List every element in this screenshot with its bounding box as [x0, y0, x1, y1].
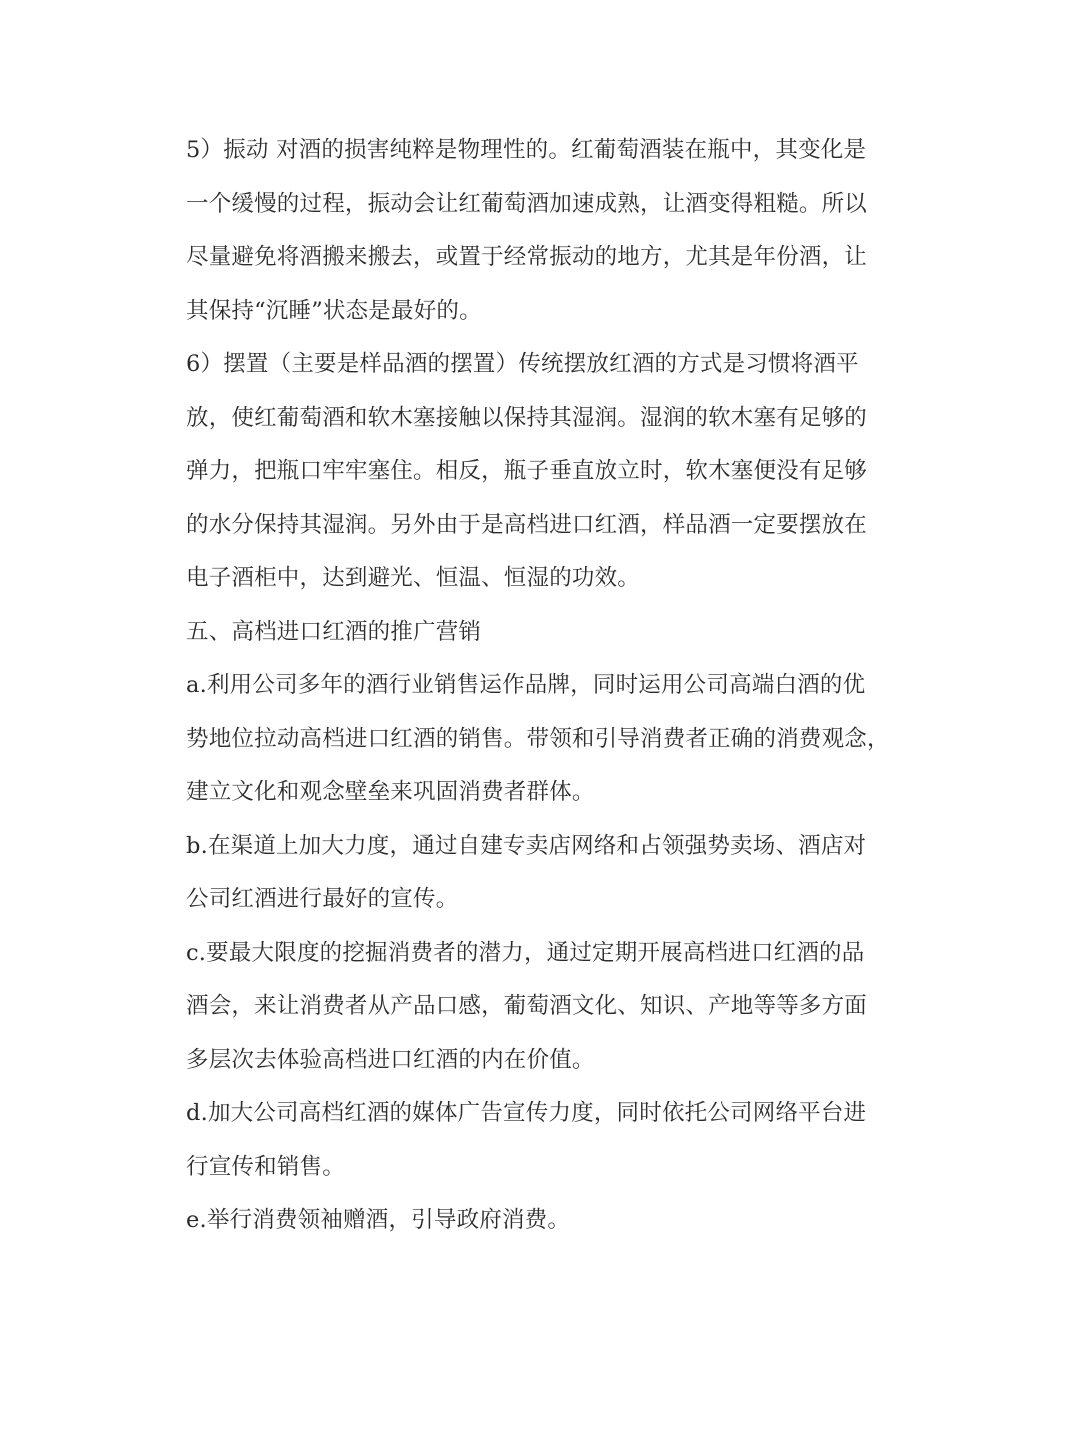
text-line: 建立文化和观念壁垒来巩固消费者群体。 — [186, 779, 595, 805]
text-line: 其保持“沉睡”状态是最好的。 — [186, 297, 482, 324]
text-line: 公司红酒进行最好的宣传。 — [186, 886, 459, 912]
text-line: 电子酒柜中，达到避光、恒温、恒湿的功效。 — [186, 565, 641, 591]
text-line: b.在渠道上加大力度，通过自建专卖店网络和占领强势卖场、酒店对 — [186, 832, 867, 859]
text-line: 尽量避免将酒搬来搬去，或置于经常振动的地方，尤其是年份酒，让 — [186, 244, 868, 270]
text-line: 6）摆置（主要是样品酒的摆置）传统摆放红酒的方式是习惯将酒平 — [186, 351, 859, 377]
text-line: 多层次去体验高档进口红酒的内在价值。 — [186, 1046, 595, 1073]
text-line: e.举行消费领袖赠酒，引导政府消费。 — [186, 1207, 571, 1233]
text-line: d.加大公司高档红酒的媒体广告宣传力度，同时依托公司网络平台进 — [186, 1100, 867, 1126]
document-body — [186, 124, 908, 1248]
section-heading: 五、高档进口红酒的推广营销 — [186, 618, 482, 645]
text-line: c.要最大限度的挖掘消费者的潜力，通过定期开展高档进口红酒的品 — [186, 939, 865, 966]
text-line: 5）振动 对酒的损害纯粹是物理性的。红葡萄酒装在瓶中，其变化是 — [186, 137, 867, 163]
text-line: 行宣传和销售。 — [186, 1153, 345, 1180]
text-line: a.利用公司多年的酒行业销售运作品牌，同时运用公司高端白酒的优 — [186, 672, 866, 698]
text-line: 酒会，来让消费者从产品口感，葡萄酒文化、知识、产地等等多方面 — [186, 993, 868, 1019]
text-line: 一个缓慢的过程，振动会让红葡萄酒加速成熟，让酒变得粗糙。所以 — [186, 190, 868, 217]
text-line: 放，使红葡萄酒和软木塞接触以保持其湿润。湿润的软木塞有足够的 — [186, 404, 868, 431]
text-line: 势地位拉动高档进口红酒的销售。带领和引导消费者正确的消费观念， — [186, 725, 890, 752]
text-line: 弹力，把瓶口牢牢塞住。相反，瓶子垂直放立时，软木塞便没有足够 — [186, 458, 868, 484]
text-line: 的水分保持其湿润。另外由于是高档进口红酒，样品酒一定要摆放在 — [186, 511, 868, 538]
